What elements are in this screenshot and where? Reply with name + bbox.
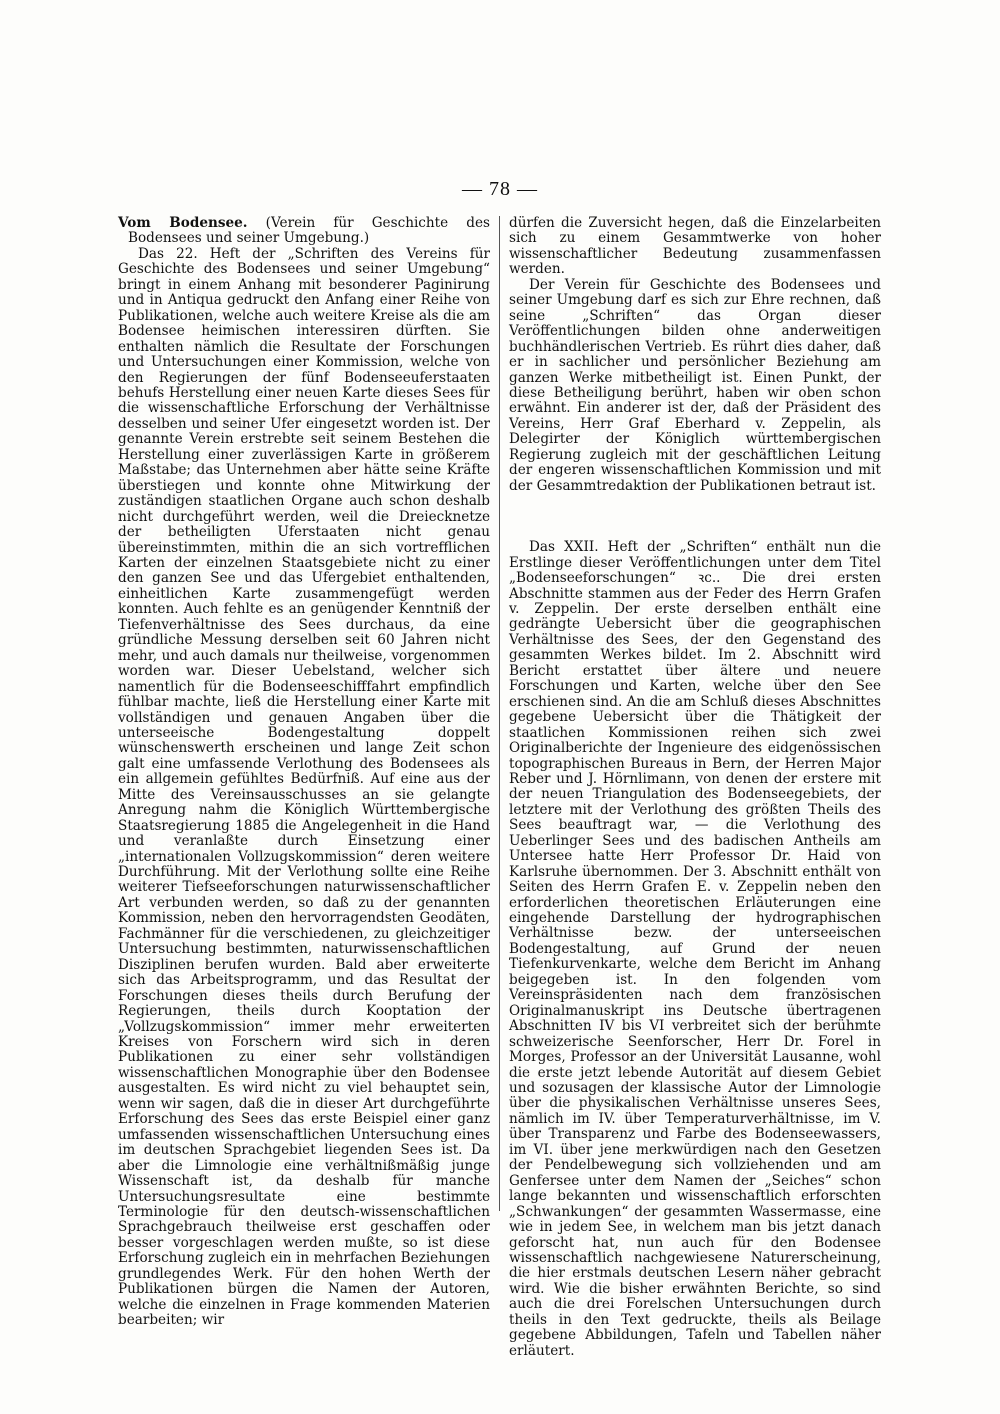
section-heading-title: Vom Bodensee.	[118, 215, 248, 231]
left-paragraph: Das 22. Heft der „Schriften des Vereins für Geschichte des Bodensees und seiner Umgebung“ bringt in einem Anhang mit besonderer Paginirung und in Antiqua gedruckt den Anfang einer Reihe von Publikationen, welche auch weitere Kreise als die am Bodensee heimischen interessiren dürften. Sie enthalten nämlich die Resultate der Forschungen und Untersuchungen einer Kommission, welche von den Regierungen der fünf Bodenseeuferstaaten behufs Herstellung einer neuen Karte dieses Sees für die wissenschaftliche Erforschung der Verhältnisse desselben und seiner Ufer eingesetzt worden ist. Der genannte Verein erstrebte seit seinem Bestehen die Herstellung einer zuverlässigen Karte in größerem Maßstabe; das Unternehmen aber hätte seine Kräfte überstiegen und konnte ohne Mitwirkung der zuständigen staatlichen Organe auch schon deshalb nicht durchgeführt werden, weil die Dreiecknetze der betheiligten Uferstaaten nicht genau übereinstimmten, mithin die an sich vortrefflichen Karten der einzelnen Staatsgebiete nicht zu einer den ganzen See und das Ufergebiet enthaltenden, einheitlichen Karte zusammengefügt werden konnten. Auch fehlte es an genügender Kenntniß der Tiefenverhältnisse des Sees durchaus, da eine gründliche Messung derselben seit 60 Jahren nicht mehr, und auch damals nur theilweise, vorgenommen worden war. Dieser Uebelstand, welcher sich namentlich für die Bodenseeschifffahrt empfindlich fühlbar machte, ließ die Herstellung einer Karte mit vollständigen und genauen Angaben über die unterseeische Bodengestaltung doppelt wünschenswerth erscheinen und lange Zeit schon galt eine umfassende Verlothung des Bodensees als ein allgemein gefühltes Bedürfniß. Auf eine aus der Mitte des Vereinsausschusses an sie gelangte Anregung nahm die Königlich Württembergische Staatsregierung 1885 die Angelegenheit in die Hand und veranlaßte durch Einsetzung einer „internationalen Vollzugskommission“ deren weitere Durchführung. Mit der Verlothung sollte eine Reihe weiterer Tiefseeforschungen naturwissenschaftlicher Art verbunden werden, so daß zu der genannten Kommission, neben den hervorragendsten Geodäten, Fachmänner für die verschiedenen, zu gleichzeitiger Untersuchung bestimmten, naturwissenschaftlichen Disziplinen berufen wurden. Bald aber erweiterte sich das Arbeitsprogramm, und das Resultat der Forschungen dieses theils durch Berufung der Regierungen, theils durch Kooptation der „Vollzugskommission“ immer mehr erweiterten Kreises von Forschern wird sich in deren Publikationen zu einer sehr vollständigen wissenschaftlichen Monographie über den Bodensee ausgestalten. Es wird nicht zu viel behauptet sein, wenn wir sagen, daß die in dieser Art durchgeführte Erforschung des Sees das erste Beispiel einer ganz umfassenden wissenschaftlichen Untersuchung eines im deutschen Sprachgebiet liegenden Sees ist. Da aber die Limnologie eine verhältnißmäßig junge Wissenschaft ist, da deshalb für manche Untersuchungsresultate eine bestimmte Terminologie für den deutsch-wissenschaftlichen Sprachgebrauch theilweise erst geschaffen oder besser vorgeschlagen werden mußte, so ist diese Erforschung zugleich ein in mehrfachen Beziehungen grundlegendes Werk. Für den hohen Werth der Publikationen bürgen die Namen der Autoren, welche die einzelnen in Frage kommenden Materien bearbeiten; wir	[118, 245, 490, 1329]
left-column	[118, 216, 490, 1329]
right-paragraph-3: Das XXII. Heft der „Schriften“ enthält nun die Erstlinge dieser Veröffentlichungen unter dem Titel „Bodenseeforschungen“ ꝛc.. Die drei ersten Abschnitte stammen aus der Feder des Herrn Grafen v. Zeppelin. Der erste derselben enthält eine gedrängte Uebersicht über die geographischen Verhältnisse des Sees, der den Gegenstand des gesammten Werkes bildet. Im 2. Abschnitt wird Bericht erstattet über ältere und neuere Forschungen und Karten, welche über den See erschienen sind. An die am Schluß dieses Abschnittes gegebene Uebersicht über die Thätigkeit der staatlichen Kommissionen reihen sich zwei Originalberichte der Ingenieure des eidgenössischen topographischen Bureaus in Bern, der Herren Major Reber und J. Hörnlimann, von denen der erstere mit der neuen Triangulation des Bodenseegebiets, der letztere mit der Verlothung des größten Theils des Sees beauftragt war, — die Verlothung des Ueberlinger Sees und des badischen Antheils am Untersee hatte Herr Professor Dr. Haid von Karlsruhe übernommen. Der 3. Abschnitt enthält von Seiten des Herrn Grafen E. v. Zeppelin neben den erforderlichen theoretischen Erläuterungen eine eingehende Darstellung der hydrographischen Verhältnisse bezw. der unterseeischen Bodengestaltung, auf Grund der neuen Tiefenkurvenkarte, welche dem Bericht im Anhang beigegeben ist. In den folgenden vom Vereinspräsidenten nach dem französischen Originalmanuskript ins Deutsche übertragenen Abschnitten IV bis VI verbreitet sich der berühmte schweizerische Seenforscher, Herr Dr. Forel in Morges, Professor an der Universität Lausanne, wohl die erste jetzt lebende Autorität auf diesem Gebiet und sozusagen der klassische Autor der Limnologie über die physikalischen Verhältnisse unseres Sees, nämlich im IV. über Temperaturverhältnisse, im V. über Transparenz und Farbe des Bodenseewassers, im VI. über jene merkwürdigen nach den Gesetzen der Pendelbewegung sich vollziehenden und am Genfersee unter dem Namen der „Seiches“ schon lange bekannten und wissenschaftlich erforschten „Schwankungen“ der gesammten Wassermasse, eine wie in jedem See, in welchem man bis jetzt danach geforscht hat, nun auch für den Bodensee wissenschaftlich nachgewiesene Naturerscheinung, die hier erstmals deutschen Lesern näher gebracht wird. Wie die bisher erwähnten Berichte, so sind auch die drei Forelschen Untersuchungen durch theils in den Text gedruckte, theils als Beilage gegebene Abbildungen, Tafeln und Tabellen näher erläutert.	[509, 539, 881, 1359]
column-divider	[499, 216, 500, 1211]
page-number: — 78 —	[462, 178, 538, 200]
right-paragraph-2: Der Verein für Geschichte des Bodensees und seiner Umgebung darf es sich zur Ehre rechnen, daß seine „Schriften“ das Organ dieser Veröffentlichungen bilden ohne anderweitigen buchhändlerischen Vertrieb. Es rührt dies daher, daß er in sachlicher und persönlicher Beziehung am ganzen Werke mitbetheiligt ist. Einen Punkt, der diese Betheiligung berührt, haben wir oben schon erwähnt. Ein anderer ist der, daß der Präsident des Vereins, Herr Graf Eberhard v. Zeppelin, als Delegirter der Königlich württembergischen Regierung zugleich mit der geschäftlichen Leitung der engeren wissenschaftlichen Kommission und mit der Gesammtredaktion der Publikationen betraut ist.	[509, 276, 881, 494]
right-paragraph-1: dürfen die Zuversicht hegen, daß die Einzelarbeiten sich zu einem Gesammtwerke von hoher wissenschaftlicher Bedeutung zusammenfassen werden.	[509, 215, 881, 278]
section-gap	[509, 494, 881, 540]
right-column	[509, 216, 881, 1359]
section-heading-subtitle: (Verein für Geschichte des Bodensees und seiner Umgebung.)	[128, 215, 490, 247]
section-heading	[118, 216, 490, 247]
